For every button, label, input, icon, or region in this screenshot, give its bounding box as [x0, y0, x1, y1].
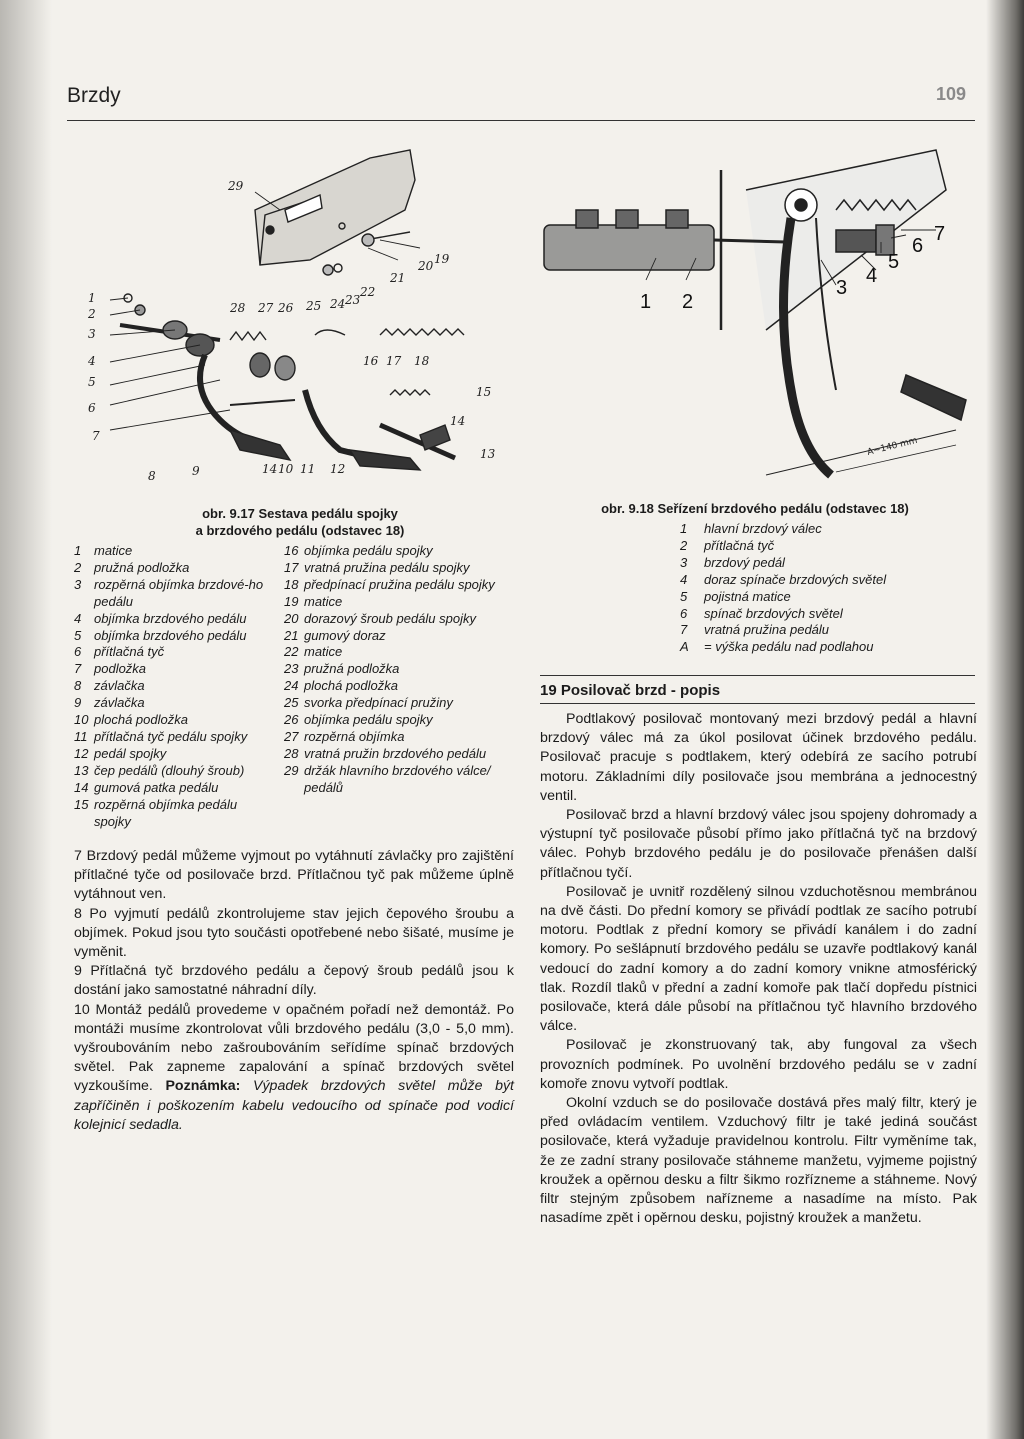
legend-item: 25 svorka předpínací pružiny — [284, 695, 453, 711]
legend-item: 1 hlavní brzdový válec — [680, 521, 822, 536]
paragraph: Posilovač je zkonstruovaný tak, aby fungoval za všech provozních podmínek. Po uvolnění brzdového pedálu se v zadní komoře znovu vytvoří podtlak. — [540, 1037, 977, 1092]
legend-item: 13 čep pedálů (dlouhý šroub) — [74, 762, 245, 778]
callout-2: 2 — [682, 291, 694, 313]
callout-20: 20 — [418, 259, 434, 273]
legend-item: 26 objímka pedálu spojky — [284, 712, 433, 728]
callout-6: 6 — [88, 401, 96, 415]
caption-line-1: obr. 9.17 Sestava pedálu spojky — [202, 506, 398, 521]
callout-27: 27 — [258, 301, 274, 315]
paragraph-10-text: 10 Montáž pedálů provedeme v opačném pořadí než demontáž. Po montáži musíme zkontrolovat vůli brzdového pedálu (3,0 - 5,0 mm). vyšroubováním nebo zašroubováním seřídíme spínač brzdových světel. Pak zapneme zapalování a spínač brzdových světel vyzkoušíme. — [74, 1001, 514, 1095]
callout-21: 21 — [390, 271, 406, 285]
page-gutter-shadow — [0, 0, 52, 1439]
legend-item: 29 držák hlavního brzdového válce/ pedálů — [284, 762, 491, 795]
figure-brake-pedal-adjustment — [536, 130, 976, 490]
callout-19: 19 — [434, 252, 450, 266]
legend-item: 3 rozpěrná objímka brzdové-ho pedálu — [74, 576, 264, 609]
legend-item: 5 objímka brzdového pedálu — [74, 627, 247, 643]
paragraph: Posilovač brzd a hlavní brzdový válec jsou spojeny dohromady a výstupní tyč posilovače působí přímo jako přítlačná tyč na brzdový válec. Pohyb brzdového pedálu je do posilovače přenášen další přítlačnou tyčí. — [540, 807, 977, 881]
legend-item: 6 spínač brzdových světel — [680, 605, 843, 621]
figure-9-17-caption — [130, 505, 470, 539]
legend-item: 16 objímka pedálu spojky — [284, 543, 433, 558]
callout-3: 3 — [88, 327, 96, 341]
left-body-text — [74, 847, 514, 1135]
callout-13: 13 — [480, 447, 496, 461]
legend-item: 14 gumová patka pedálu — [74, 779, 219, 795]
legend-item: 7 vratná pružina pedálu — [680, 622, 830, 638]
legend-item: 19 matice — [284, 593, 343, 609]
paragraph-7: 7 Brzdový pedál můžeme vyjmout po vytáhnutí závlačky pro zajištění přítlačné tyče od posilovače brzd. Přítlačnou tyč pak můžeme úplně vytáhnout ven. — [74, 848, 514, 903]
legend-item: 12 pedál spojky — [74, 745, 167, 761]
legend-item: 21 gumový doraz — [284, 627, 386, 643]
callout-7: 7 — [934, 223, 946, 245]
callout-1: 1 — [88, 291, 96, 305]
legend-item: 2 pružná podložka — [74, 559, 190, 575]
paragraph: Podtlakový posilovač montovaný mezi brzdový pedál a hlavní brzdový válec má za úkol posilovat účinek brzdového pedálu. Posilovač pracuje s podtlakem, který odebírá ze sacího potrubí motoru. Základními díly posilovače jsou membrána a jednocestný ventil. — [540, 711, 977, 804]
legend-item: 23 pružná podložka — [284, 661, 400, 677]
figure-9-17-legend-col2 — [284, 543, 514, 797]
callout-1: 1 — [640, 291, 652, 313]
paragraph: Posilovač je uvnitř rozdělený silnou vzduchotěsnou membránou na dvě části. Do přední komory se přivádí podtlak ze sacího potrubí motoru. Podtlak z přední komory se přivádí kanálem i do zadní komory. Po sešlápnutí brzdového pedálu se uzavře podtlakový kanál vedoucí do zadní komory a do zadní komory vnikne atmosférický tlak. Rozdíl tlaků v přední a zadní komoře pak tlačí dopředu pístnici posilovače, která dále působí na přítlačnou tyč hlavního brzdového válce. — [540, 883, 977, 1035]
figure-9-17-legend-col1 — [74, 543, 264, 830]
legend-item: 3 brzdový pedál — [680, 554, 785, 570]
header-rule — [67, 120, 975, 121]
figure-9-18-legend — [680, 521, 960, 656]
callout-5: 5 — [88, 375, 96, 389]
legend-item: 11 přítlačná tyč pedálu spojky — [74, 728, 248, 744]
legend-item: A = výška pedálu nad podlahou — [680, 639, 874, 655]
callout-8: 8 — [148, 469, 156, 483]
note-body: Výpadek brzdových světel může být zapříčiněn i poškozením kabelu vedoucího od spínače pod vodicí kolejnicí sedadla. — [74, 1078, 514, 1133]
legend-item: 15 rozpěrná objímka pedálu spojky — [74, 796, 238, 829]
page-edge-shadow — [986, 0, 1024, 1439]
callout-4: 4 — [88, 354, 96, 368]
callout-16: 16 — [363, 354, 379, 368]
legend-item: 10 plochá podložka — [74, 712, 188, 728]
legend-item: 24 plochá podložka — [284, 678, 398, 694]
section-body-text — [540, 710, 977, 1228]
paragraph-8: 8 Po vyjmutí pedálů zkontrolujeme stav jejich čepového šroubu a objímek. Pokud jsou tyto součásti opotřebené nebo šišaté, musíme je vyměnit. — [74, 905, 514, 961]
legend-item: 17 vratná pružina pedálu spojky — [284, 559, 470, 575]
section-rule-bottom — [540, 703, 975, 704]
callout-14: 14 — [450, 414, 466, 428]
legend-item: 9 závlačka — [74, 695, 145, 711]
callout-18: 18 — [414, 354, 430, 368]
dimension-label: A~140 mm — [866, 435, 919, 458]
callout-28: 28 — [230, 301, 246, 315]
figure-pedal-assembly — [80, 140, 510, 496]
callout-23: 23 — [345, 293, 361, 307]
callout-10: 10 — [278, 462, 294, 476]
callout-14a: 14 — [262, 462, 278, 476]
legend-item: 27 rozpěrná objímka — [284, 728, 405, 744]
callout-12: 12 — [330, 462, 346, 476]
callout-5: 5 — [888, 251, 900, 273]
callout-24: 24 — [330, 297, 346, 311]
legend-item: 1 matice — [74, 543, 133, 558]
callout-6: 6 — [912, 235, 924, 257]
paragraph-9: 9 Přítlačná tyč brzdového pedálu a čepový šroub pedálů jsou k dostání jako samostatné náhradní díly. — [74, 963, 514, 999]
caption-line-2: a brzdového pedálu (odstavec 18) — [195, 523, 405, 538]
callout-11: 11 — [300, 462, 316, 476]
pedal-assembly-drawing — [80, 140, 510, 496]
paragraph-10 — [74, 1001, 514, 1135]
page-number: 109 — [936, 84, 967, 104]
legend-item: 7 podložka — [74, 661, 147, 677]
legend-item: 20 dorazový šroub pedálu spojky — [284, 610, 476, 626]
callout-9: 9 — [192, 464, 200, 478]
legend-item: 4 objímka brzdového pedálu — [74, 610, 247, 626]
legend-item: 4 doraz spínače brzdových světel — [680, 571, 887, 587]
callout-15: 15 — [476, 385, 492, 399]
running-header: Brzdy — [67, 84, 121, 107]
section-rule-top — [540, 675, 975, 676]
paragraph: Okolní vzduch se do posilovače dostává přes malý filtr, který je před ovládacím ventilem. Vzduchový filtr je také jediná součást posilovače, která vyžaduje pravidelnou kontrolu. Filtr vyměníme tak, že ze zadní strany posilovače stáhneme manžetu, vyjmeme pojistný kroužek a opěrnou desku a filtr šikmo rozřízneme a stáhneme. Nový filtr stejným způsobem nařízneme a nasadíme na místo. Pak nasadíme zpět i opěrnou desku, pojistný kroužek a manžetu. — [540, 1095, 977, 1227]
callout-7: 7 — [92, 429, 100, 443]
callout-25: 25 — [306, 299, 322, 313]
legend-item: 18 předpínací pružina pedálu spojky — [284, 576, 495, 592]
note-label: Poznámka: — [165, 1078, 241, 1095]
callout-22: 22 — [360, 285, 376, 299]
brake-pedal-drawing — [536, 130, 976, 490]
callout-2: 2 — [88, 307, 96, 321]
callout-17: 17 — [386, 354, 402, 368]
legend-item: 22 matice — [284, 644, 343, 660]
legend-item: 5 pojistná matice — [680, 588, 791, 604]
section-heading: 19 Posilovač brzd - popis — [540, 682, 721, 699]
callout-4: 4 — [866, 265, 878, 287]
legend-item: 2 přítlačná tyč — [680, 537, 775, 553]
callout-26: 26 — [278, 301, 294, 315]
callout-29: 29 — [228, 179, 244, 193]
figure-9-18-caption: obr. 9.18 Seřízení brzdového pedálu (odstavec 18) — [601, 501, 909, 516]
legend-item: 28 vratná pružin brzdového pedálu — [284, 745, 487, 761]
legend-item: 6 přítlačná tyč — [74, 644, 165, 660]
legend-item: 8 závlačka — [74, 678, 145, 694]
callout-3: 3 — [836, 277, 848, 299]
